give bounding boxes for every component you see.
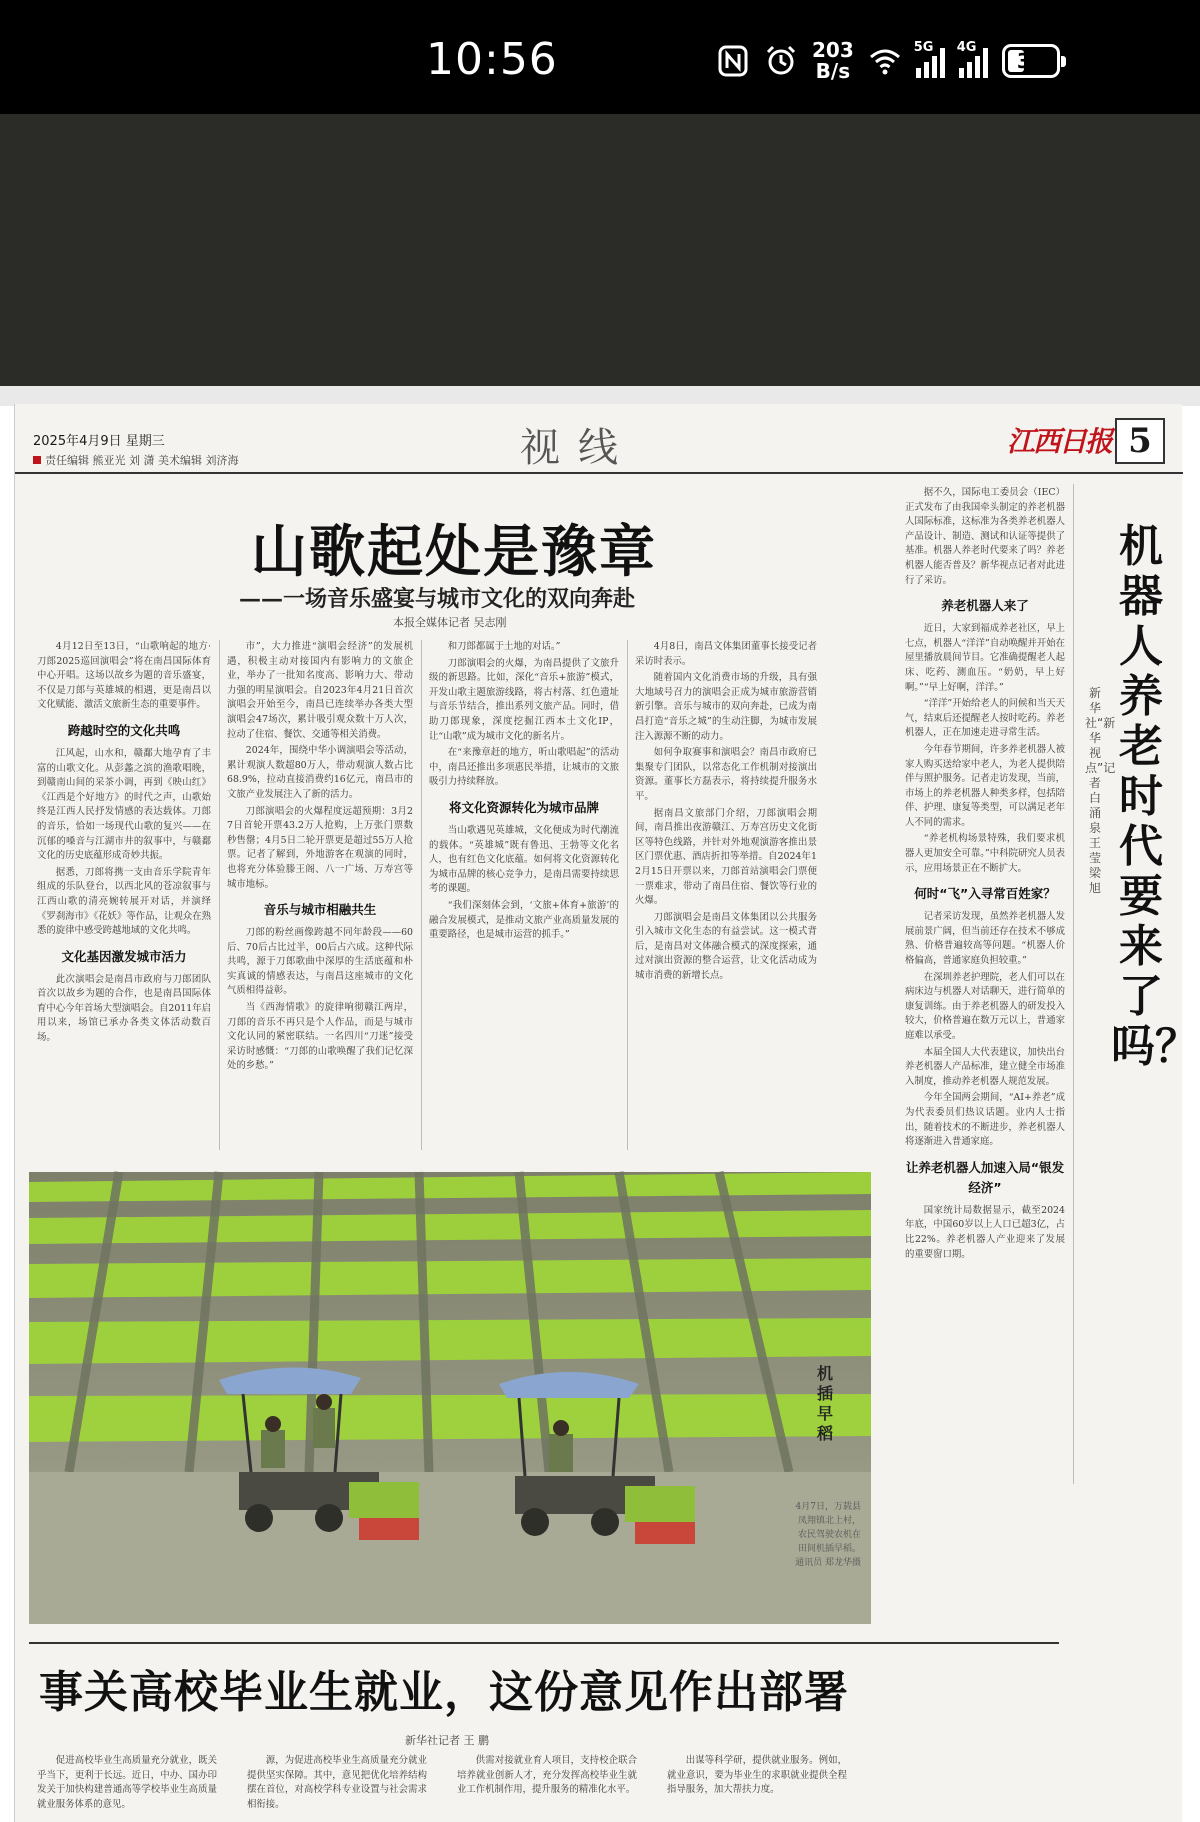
paragraph: 4月8日，南昌文体集团董事长接受记者采访时表示。 — [635, 641, 817, 667]
network-speed — [812, 40, 854, 82]
main-story-column-4 — [635, 640, 817, 1156]
rice-transplanting-photo — [29, 1172, 871, 1624]
main-story-column-2 — [227, 640, 413, 1156]
paragraph: 4月12日至13日，“山歌响起的地方·刀郎2025巡回演唱会”将在南昌国际体育中心开唱。这场以故乡为题的音乐盛宴，不仅是刀郎与英雄城的相遇，更是南昌以文化赋能、激活文旅新生态的重要事件。 — [37, 641, 211, 711]
second-byline: 新华社记者 王 鹏 — [405, 1734, 489, 1747]
main-byline: 本报全媒体记者 吴志刚 — [393, 616, 507, 629]
paragraph: 出谋等科学研，提供就业服务。例如，就业意识，要为毕业生的求职就业提供全程指导服务，加大帮扶力度。 — [667, 1755, 847, 1796]
status-time: 10:56 — [426, 34, 558, 85]
column-rule — [219, 640, 220, 1150]
red-square-icon — [33, 456, 41, 464]
main-headline: 山歌起处是豫章 — [251, 519, 657, 585]
paragraph: 江风起，山水和，赣鄱大地孕育了丰富的山歌文化。从彭蠡之滨的渔歌唱晚，到赣南山间的采茶小调，再到《映山红》《江西是个好地方》的时代之声，山歌始终是江西人民抒发情感的表达载体。刀郎的音乐，恰如一场现代山歌的复兴——在沉郁的嗓音与江湖市井的叙事中，与赣鄱文化的历史底蕴形成奇妙共振。 — [37, 747, 211, 862]
paragraph: 随着国内文化消费市场的升级，具有强大地域号召力的演唱会正成为城市旅游营销新引擎。音乐与城市的双向奔赴，已成为南昌打造“音乐之城”的生动注脚，为城市发展注入源源不断的动力。 — [635, 672, 817, 742]
paragraph: 刀郎演唱会是南昌文体集团以公共服务引入城市文化生态的有益尝试。这一模式背后，是南昌对文体融合模式的深度探索，通过对演出资源的整合运营，让文化活动成为城市消费的新增长点。 — [635, 911, 817, 982]
photo-caption-title: 机插早稻 — [816, 1364, 833, 1443]
paragraph: 今年全国两会期间，“AI+养老”成为代表委员们热议话题。业内人士指出，随着技术的不断进步，养老机器人将逐渐进入普通家庭。 — [905, 1092, 1065, 1148]
side-story-title: 机器人养老时代要来了吗？ — [1111, 521, 1199, 1072]
paragraph: 在“来豫章赶的地方，听山歌唱起”的活动中，南昌还推出多项惠民举措，让城市的文旅吸引力持续释放。 — [429, 747, 619, 788]
subheading: 让养老机器人加速入局“银发经济” — [905, 1159, 1065, 1195]
main-subhead: ——一场音乐盛宴与城市文化的双向奔赴 — [239, 586, 636, 612]
signal-4g-label: 4G — [956, 40, 977, 55]
paragraph: 刀郎的粉丝画像跨越不同年龄段——60后、70后占比过半，00后占六成。这种代际共鸣，源于刀郎歌曲中深厚的生活底蕴和朴实真诚的情感表达，与南昌这座城市的文化气质相得益彰。 — [227, 927, 413, 997]
nfc-icon — [716, 44, 750, 78]
paragraph: 刀郎演唱会的火爆程度远超预期：3月27日首轮开票43.2万人抢购，上万张门票数秒售罄；4月5日二轮开票更是超过55万人抢票。记者了解到，外地游客在观演的同时，也将充分体验滕王阁、八一广场、万寿宫等城市地标。 — [227, 805, 413, 890]
paragraph: 源，为促进高校毕业生高质量充分就业提供坚实保障。其中，意见把优化培养结构摆在首位，对高校学科专业设置与社会需求相衔接。 — [247, 1755, 427, 1810]
column-rule — [421, 640, 422, 1150]
subheading: 养老机器人来了 — [941, 598, 1029, 614]
second-story-column-3 — [457, 1754, 637, 1822]
paragraph: 市”，大力推进“演唱会经济”的发展机遇，积极主动对接国内有影响力的文旅企业，举办了一批知名度高、影响力大、带动力强的明星演唱会。自2023年4月21日首次演唱会开始至今，南昌已连续举办各类大型演唱会47场次，累计吸引观众数十万人次，拉动了住宿、餐饮、交通等相关消费。 — [227, 641, 413, 740]
paragraph: 如何争取赛事和演唱会？南昌市政府已集聚专门团队，以常态化工作机制对接演出资源。董事长方磊表示，将持续提升服务水平。 — [635, 747, 817, 802]
side-story-byline: 新华社“新华视点”记者 白涌泉 王莹 梁旭 — [1085, 686, 1116, 895]
wifi-icon — [868, 44, 902, 78]
signal-5g-label: 5G — [913, 40, 934, 55]
subheading: 将文化资源转化为城市品牌 — [448, 799, 599, 815]
status-bar — [0, 0, 1200, 114]
subheading: 跨越时空的文化共鸣 — [67, 722, 181, 738]
field-photo-illustration — [29, 1172, 871, 1624]
section-divider — [29, 1642, 1059, 1644]
editors-text: 责任编辑 熊亚光 刘 潇 美术编辑 刘济海 — [45, 454, 239, 467]
second-story-column-1 — [37, 1754, 217, 1822]
paragraph: 国家统计局数据显示，截至2024年底，中国60岁以上人口已超3亿，占比22%。养老机器人产业迎来了发展的重要窗口期。 — [905, 1204, 1065, 1260]
section-title: 视线 — [520, 425, 636, 471]
paragraph: 今年春节期间，许多养老机器人被家人购买送给家中老人，为老人提供陪伴与照护服务。记者走访发现，当前，市场上的养老机器人种类多样，包括陪伴、护理、康复等类型，可以满足老年人不同的需求。 — [905, 743, 1065, 828]
paragraph: 据悉，刀郎将携一支由音乐学院青年组成的乐队登台，以西北风的苍凉叙事与江西山歌的清亮婉转展开对话，并演绎《罗刹海市》《花妖》等作品，让观众在熟悉的旋律中感受跨越地域的文化共鸣。 — [37, 866, 211, 937]
paragraph: 近日，大家到福成养老社区，早上七点，机器人“洋洋”自动唤醒并开始在屋里播放晨间节目。它准确提醒老人起床、吃药、测血压。“奶奶，早上好啊。”“早上好啊，洋洋。” — [905, 623, 1065, 693]
subheading: 音乐与城市相融共生 — [263, 902, 377, 918]
side-story-column — [905, 486, 1065, 1820]
newspaper-brand-logo: 江西日报 — [1007, 425, 1112, 458]
column-rule — [1073, 484, 1074, 1484]
network-speed-unit: B/s — [815, 59, 851, 83]
paragraph: “养老机构场景特殊，我们要求机器人更加安全可靠。”中科院研究人员表示，应用场景正在不断扩大。 — [905, 833, 1065, 874]
editors-line — [33, 452, 238, 468]
photo-caption: 4月7日，万载县凤翔镇北上村，农民驾驶农机在田间机插早稻。通讯员 郑龙华摄 — [795, 1502, 861, 1568]
paragraph: 据不久，国际电工委员会（IEC）正式发布了由我国牵头制定的养老机器人国际标准，这标准为各类养老机器人产品设计、制造、测试和认证等提供了基准。机器人养老时代要来了吗？养老机器人能否普及？新华视点记者对此进行了采访。 — [905, 487, 1065, 586]
issue-date: 2025年4月9日 星期三 — [33, 434, 165, 449]
signal-4g-icon — [956, 40, 988, 78]
battery-icon — [1002, 44, 1060, 78]
main-story-column-3 — [429, 640, 619, 1156]
paragraph: 当《西海情歌》的旋律响彻赣江两岸，刀郎的音乐不再只是个人作品，而是与城市文化认同的紧密联结。一名四川“刀迷”接受采访时感慨：“刀郎的山歌唤醒了我们记忆深处的乡愁。” — [227, 1002, 413, 1072]
subheading: 文化基因激发城市活力 — [61, 948, 187, 964]
page-number: 5 — [1115, 418, 1165, 464]
paragraph: 据南昌文旅部门介绍，刀郎演唱会期间，南昌推出夜游赣江、万寿宫历史文化街区等特色线路，并针对外地观演游客推出景区门票优惠、酒店折扣等举措。自2024年12月15日开票以来，刀郎首站演唱会门票便一票难求，带动了南昌住宿、餐饮等行业的火爆。 — [635, 807, 817, 907]
signal-5g-icon — [913, 40, 945, 78]
paragraph: 2024年，围绕中华小调演唱会等活动，累计观演人数超80万人，带动观演人数占比68.9%，拉动直接消费约16亿元，南昌市的文旅产业发展注入了新的活力。 — [227, 745, 413, 800]
paragraph: 和刀郎都属于土地的对话。” — [447, 641, 561, 652]
paragraph: 此次演唱会是南昌市政府与刀郎团队首次以故乡为题的合作，也是南昌国际体育中心今年首场大型演唱会。自2011年启用以来，场馆已承办各类文体活动数百场。 — [37, 973, 211, 1044]
image-viewer-background — [0, 114, 1200, 386]
subheading: 何时“飞”入寻常百姓家？ — [914, 886, 1056, 902]
alarm-icon — [764, 44, 798, 78]
second-headline: 事关高校毕业生就业，这份意见作出部署 — [39, 1667, 849, 1718]
main-story-column-1 — [37, 640, 211, 1156]
paragraph: “我们深刻体会到，‘文旅+体育+旅游’的融合发展模式，是推动文旅产业高质量发展的重要路径，也是城市运营的抓手。” — [429, 899, 619, 941]
status-icons — [716, 36, 1060, 86]
paragraph: 促进高校毕业生高质量充分就业，既关乎当下，更利于长远。近日，中办、国办印发关于加快构建普通高等学校毕业生高质量就业服务体系的意见。 — [37, 1755, 217, 1810]
masthead — [15, 404, 1183, 474]
column-rule — [627, 640, 628, 1150]
second-story-column-4 — [667, 1754, 847, 1822]
paragraph: 本届全国人大代表建议，加快出台养老机器人产品标准，建立健全市场准入制度，推动养老机器人规范发展。 — [905, 1046, 1065, 1087]
paragraph: “洋洋”开始给老人的问候和当天天气，结束后还提醒老人按时吃药。养老机器人，正在加速走进寻常生活。 — [905, 698, 1065, 739]
paragraph: 供需对接就业育人项目，支持校企联合培养就业创新人才，充分发挥高校毕业生就业工作机制作用，提升服务的精准化水平。 — [457, 1755, 637, 1796]
paragraph: 在深圳养老护理院，老人们可以在病床边与机器人对话聊天，进行简单的康复训练。由于养老机器人的研发投入较大，价格普遍在数万元以上，普通家庭难以承受。 — [905, 971, 1065, 1041]
second-story-column-2 — [247, 1754, 427, 1822]
battery-percent: 35 — [1016, 49, 1045, 73]
paragraph: 当山歌遇见英雄城，文化便成为时代潮流的载体。“英雄城”既有鲁迅、王勃等文化名人，也有红色文化底蕴。如何将文化资源转化为城市品牌的核心竞争力，是南昌需要持续思考的课题。 — [429, 824, 619, 895]
network-speed-value: 203 — [812, 38, 854, 62]
page-gap — [0, 386, 1200, 406]
paragraph: 记者采访发现，虽然养老机器人发展前景广阔，但当前还存在技术不够成熟、价格普遍较高等问题。“机器人价格偏高，普通家庭负担较重。” — [905, 911, 1065, 967]
newspaper-page[interactable] — [14, 404, 1199, 1822]
paragraph: 刀郎演唱会的火爆，为南昌提供了文旅升级的新思路。比如，深化“音乐+旅游”模式，开发山歌主题旅游线路，将古村落、红色遗址与音乐节结合，推出系列文旅产品。同时，借助刀郎现象，深度挖掘江西本土文化IP，让“山歌”成为城市文化的新名片。 — [429, 657, 619, 742]
